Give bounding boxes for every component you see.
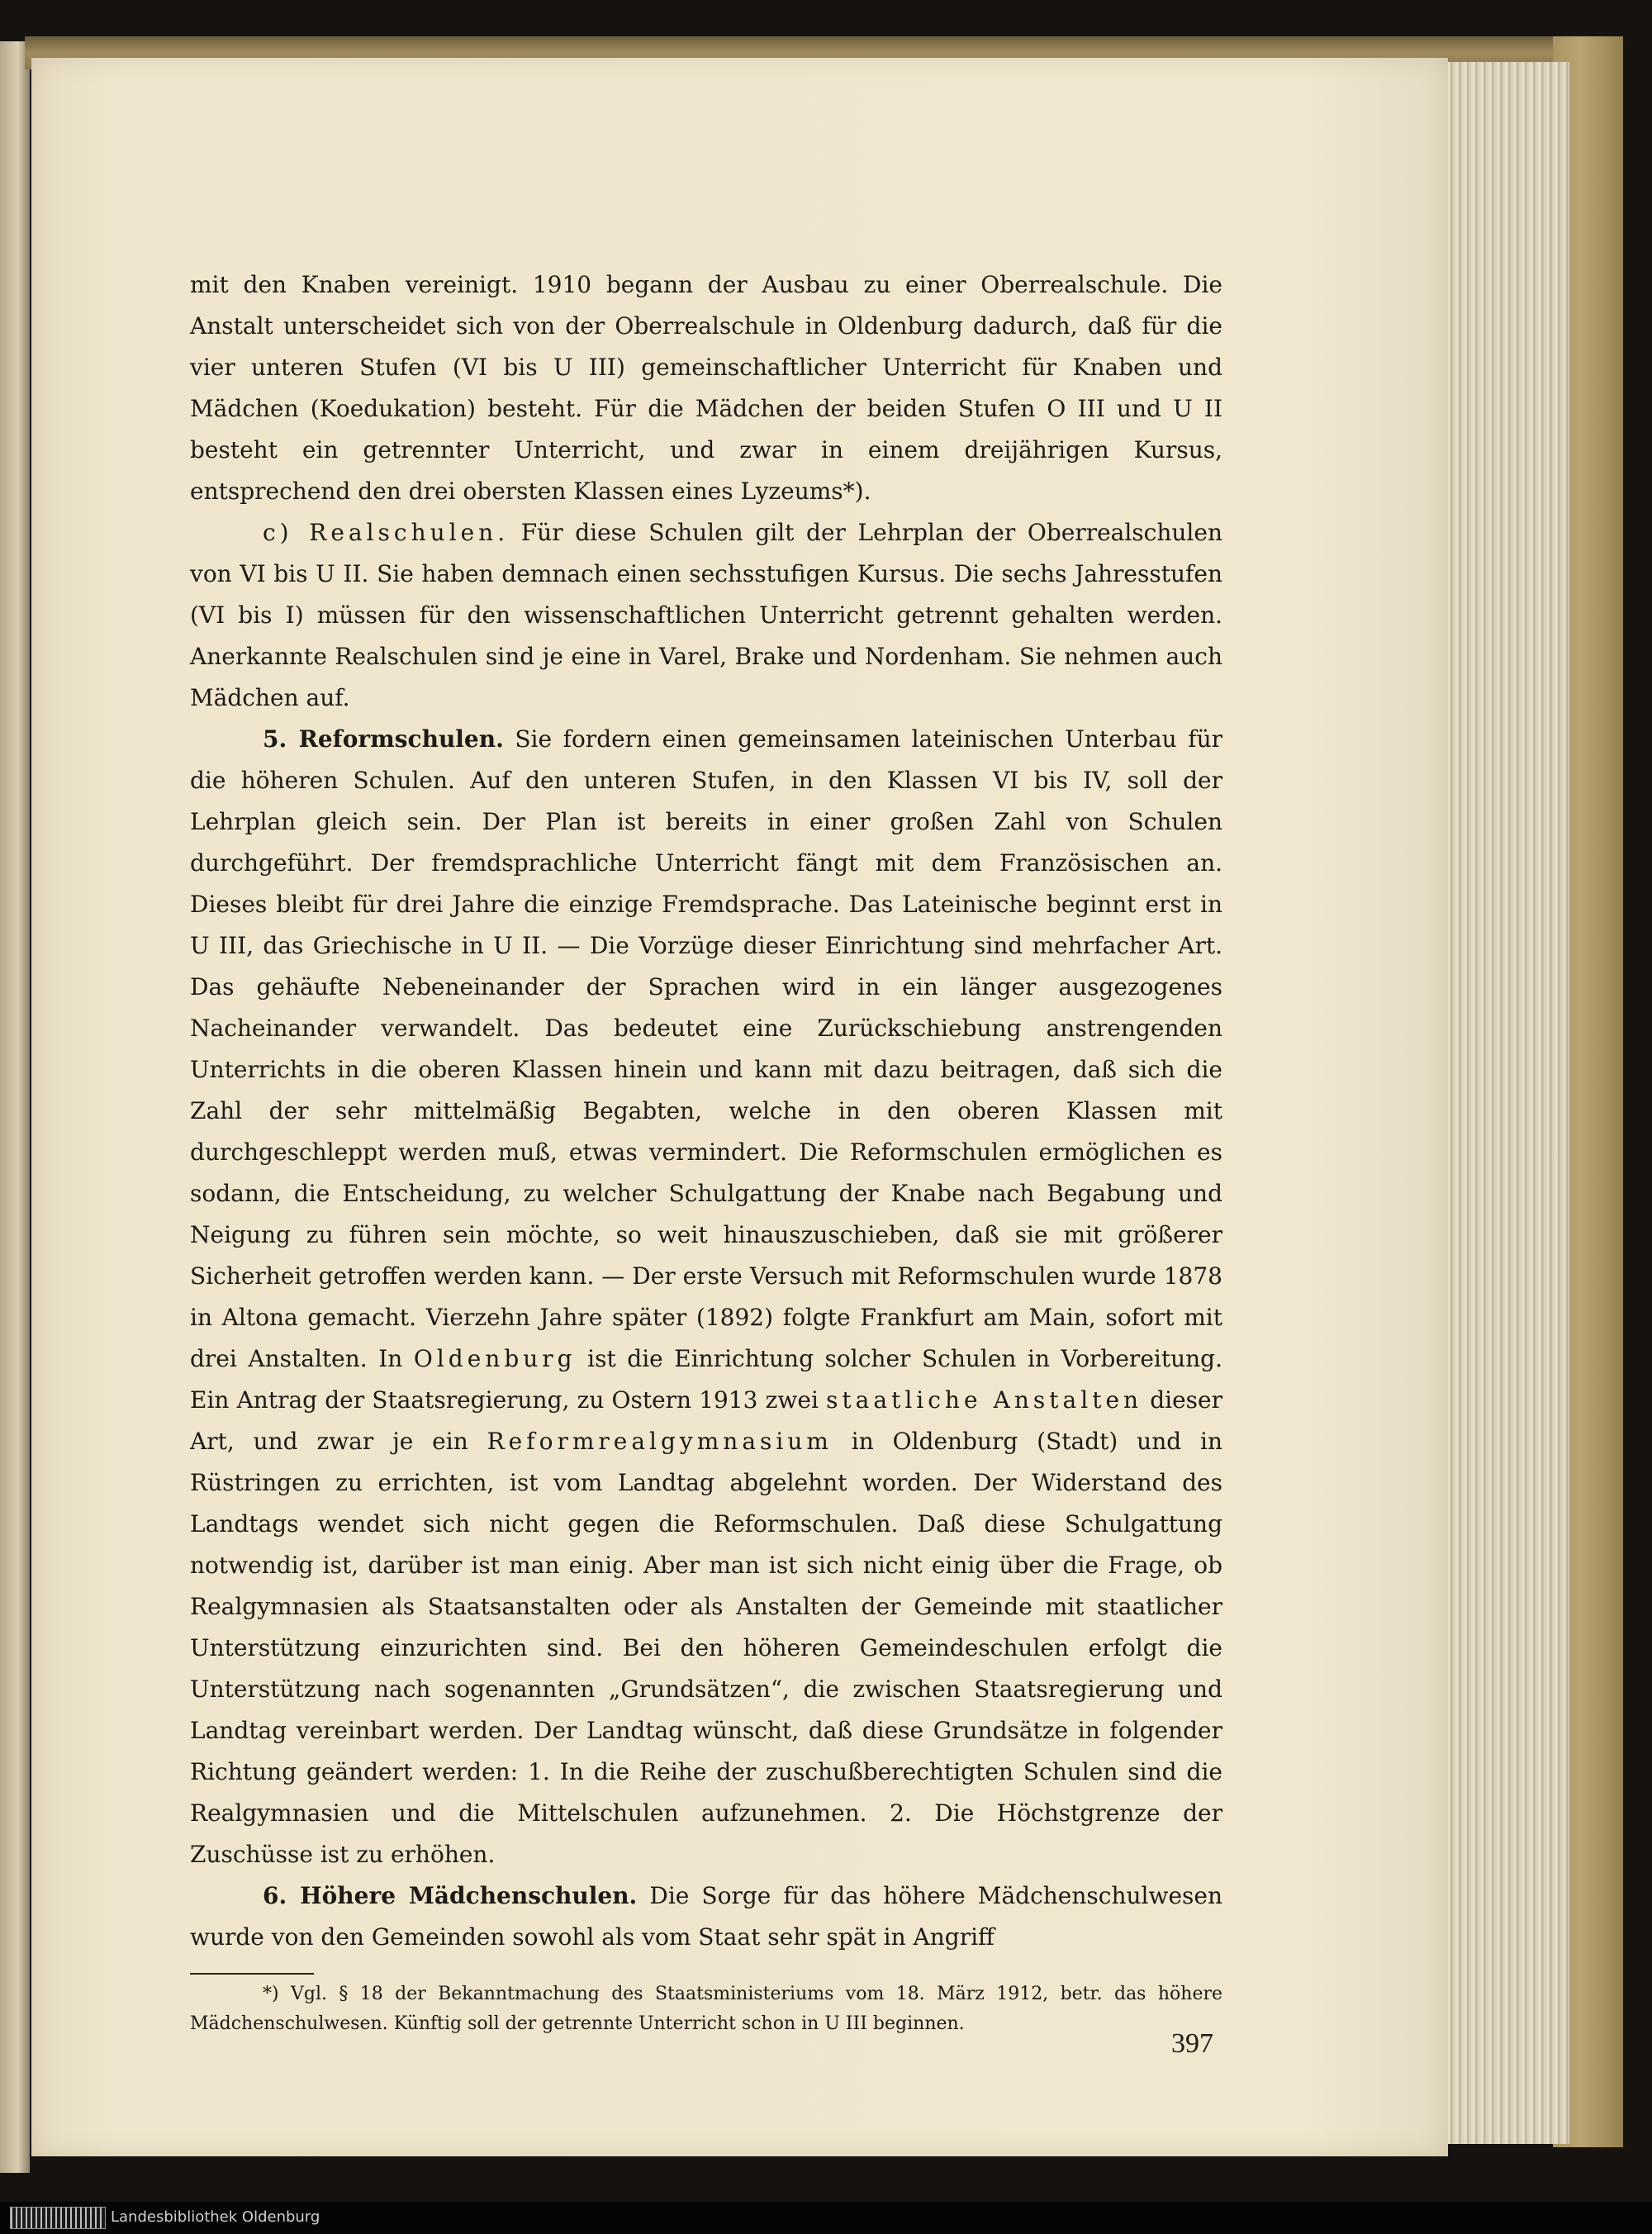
footnote-rule [190, 1973, 314, 1975]
library-building-icon [10, 2207, 106, 2229]
section-heading-maedchenschulen: 6. Höhere Mädchenschulen. [263, 1882, 638, 1909]
text-block [190, 264, 1222, 2039]
library-name[interactable]: Landesbibliothek Oldenburg [111, 2208, 320, 2226]
spaced-word: Reformrealgymnasium [487, 1428, 833, 1455]
facing-page-edge [0, 41, 30, 2173]
paragraph-text: Für diese Schulen gilt der Lehrplan der Oberrealschulen von VI bis U II. Sie haben demnach einen sechsstufigen Kursus. Die sechs Jahresstufen (VI bis I) müssen für den wissenschaftlichen Unterricht getrennt gehalten werden. Anerkannte Realschulen sind je eine in Varel, Brake und Nordenham. Sie nehmen auch Mädchen auf. [190, 519, 1222, 711]
paragraph-reformschulen [190, 719, 1222, 1875]
paragraph-1: mit den Knaben vereinigt. 1910 begann der Ausbau zu einer Oberrealschule. Die Anstalt unterscheidet sich von der Oberrealschule in Oldenburg dadurch, daß für die vier unteren Stufen (VI bis U III) gemeinschaftlicher Unterricht für Knaben und Mädchen (Koedukation) besteht. Für die Mädchen der beiden Stufen O III und U II besteht ein getrennter Unterricht, und zwar in einem dreijährigen Kursus, entsprechend den drei obersten Klassen eines Lyzeums*). [190, 271, 1222, 505]
paragraph-maedchenschulen [190, 1875, 1222, 1958]
library-footer-bar [0, 2202, 1652, 2234]
book-page [31, 58, 1448, 2156]
paragraph-text: ist die Einrichtung solcher Schulen in Vorbereitung. Ein Antrag der Staatsregierung, zu Ostern 1913 zwei [190, 1345, 1222, 1414]
paragraph-text: dieser Art, und zwar je ein [190, 1386, 1222, 1455]
footnote: *) Vgl. § 18 der Bekanntmachung des Staatsministeriums vom 18. März 1912, betr. das höhere Mädchenschulwesen. Künftig soll der getrennte Unterricht schon in U III beginnen. [190, 1984, 1222, 2034]
paragraph-realschulen [190, 512, 1222, 719]
paragraph-text: Die Sorge für das höhere Mädchenschulwesen wurde von den Gemeinden sowohl als vom Staat sehr spät in Angriff [190, 1882, 1222, 1951]
paragraph-text: Sie fordern einen gemeinsamen lateinischen Unterbau für die höheren Schulen. Auf den unteren Stufen, in den Klassen VI bis IV, soll der Lehrplan gleich sein. Der Plan ist bereits in einer großen Zahl von Schulen durchgeführt. Der fremdsprachliche Unterricht fängt mit dem Französischen an. Dieses bleibt für drei Jahre die einzige Fremdsprache. Das Lateinische beginnt erst in U III, das Griechische in U II. — Die Vorzüge dieser Einrichtung sind mehrfacher Art. Das gehäufte Nebeneinander der Sprachen wird in ein länger ausgezogenes Nacheinander verwandelt. Das bedeutet eine Zurückschiebung anstrengenden Unterrichts in die oberen Klassen hinein und kann mit dazu beitragen, daß sich die Zahl der sehr mittelmäßig Begabten, welche in den oberen Klassen mit durchgeschleppt werden muß, etwas vermindert. Die Reformschulen ermöglichen es sodann, die Entscheidung, zu welcher Schulgattung der Knabe nach Begabung und Neigung zu führen sein möchte, so weit hinauszuschieben, daß sie mit größerer Sicherheit getroffen werden kann. — Der erste Versuch mit Reformschulen wurde 1878 in Altona gemacht. Vierzehn Jahre später (1892) folgte Frankfurt am Main, sofort mit drei Anstalten. In [190, 725, 1222, 1372]
section-label-realschulen: c) Realschulen. [263, 519, 510, 546]
spaced-word: staatliche Anstalten [826, 1386, 1143, 1414]
page-stack-edge [1437, 62, 1569, 2144]
paragraph-text: in Oldenburg (Stadt) und in Rüstringen zu errichten, ist vom Landtag abgelehnt worden. Der Widerstand des Landtags wendet sich nicht gegen die Reformschulen. Daß diese Schulgattung notwendig ist, darüber ist man einig. Aber man ist sich nicht einig über die Frage, ob Realgymnasien als Staatsanstalten oder als Anstalten der Gemeinde mit staatlicher Unterstützung einzurichten sind. Bei den höheren Gemeindeschulen erfolgt die Unterstützung nach sogenannten „Grundsätzen“, die zwischen Staatsregierung und Landtag vereinbart werden. Der Landtag wünscht, daß diese Grundsätze in folgender Richtung geändert werden: 1. In die Reihe der zuschußberechtigten Schulen sind die Realgymnasien und die Mittelschulen aufzunehmen. 2. Die Höchstgrenze der Zuschüsse ist zu erhöhen. [190, 1428, 1222, 1868]
spaced-word: Oldenburg [413, 1345, 577, 1372]
section-heading-reformschulen: 5. Reformschulen. [263, 725, 504, 753]
page-number: 397 [1171, 2028, 1213, 2059]
